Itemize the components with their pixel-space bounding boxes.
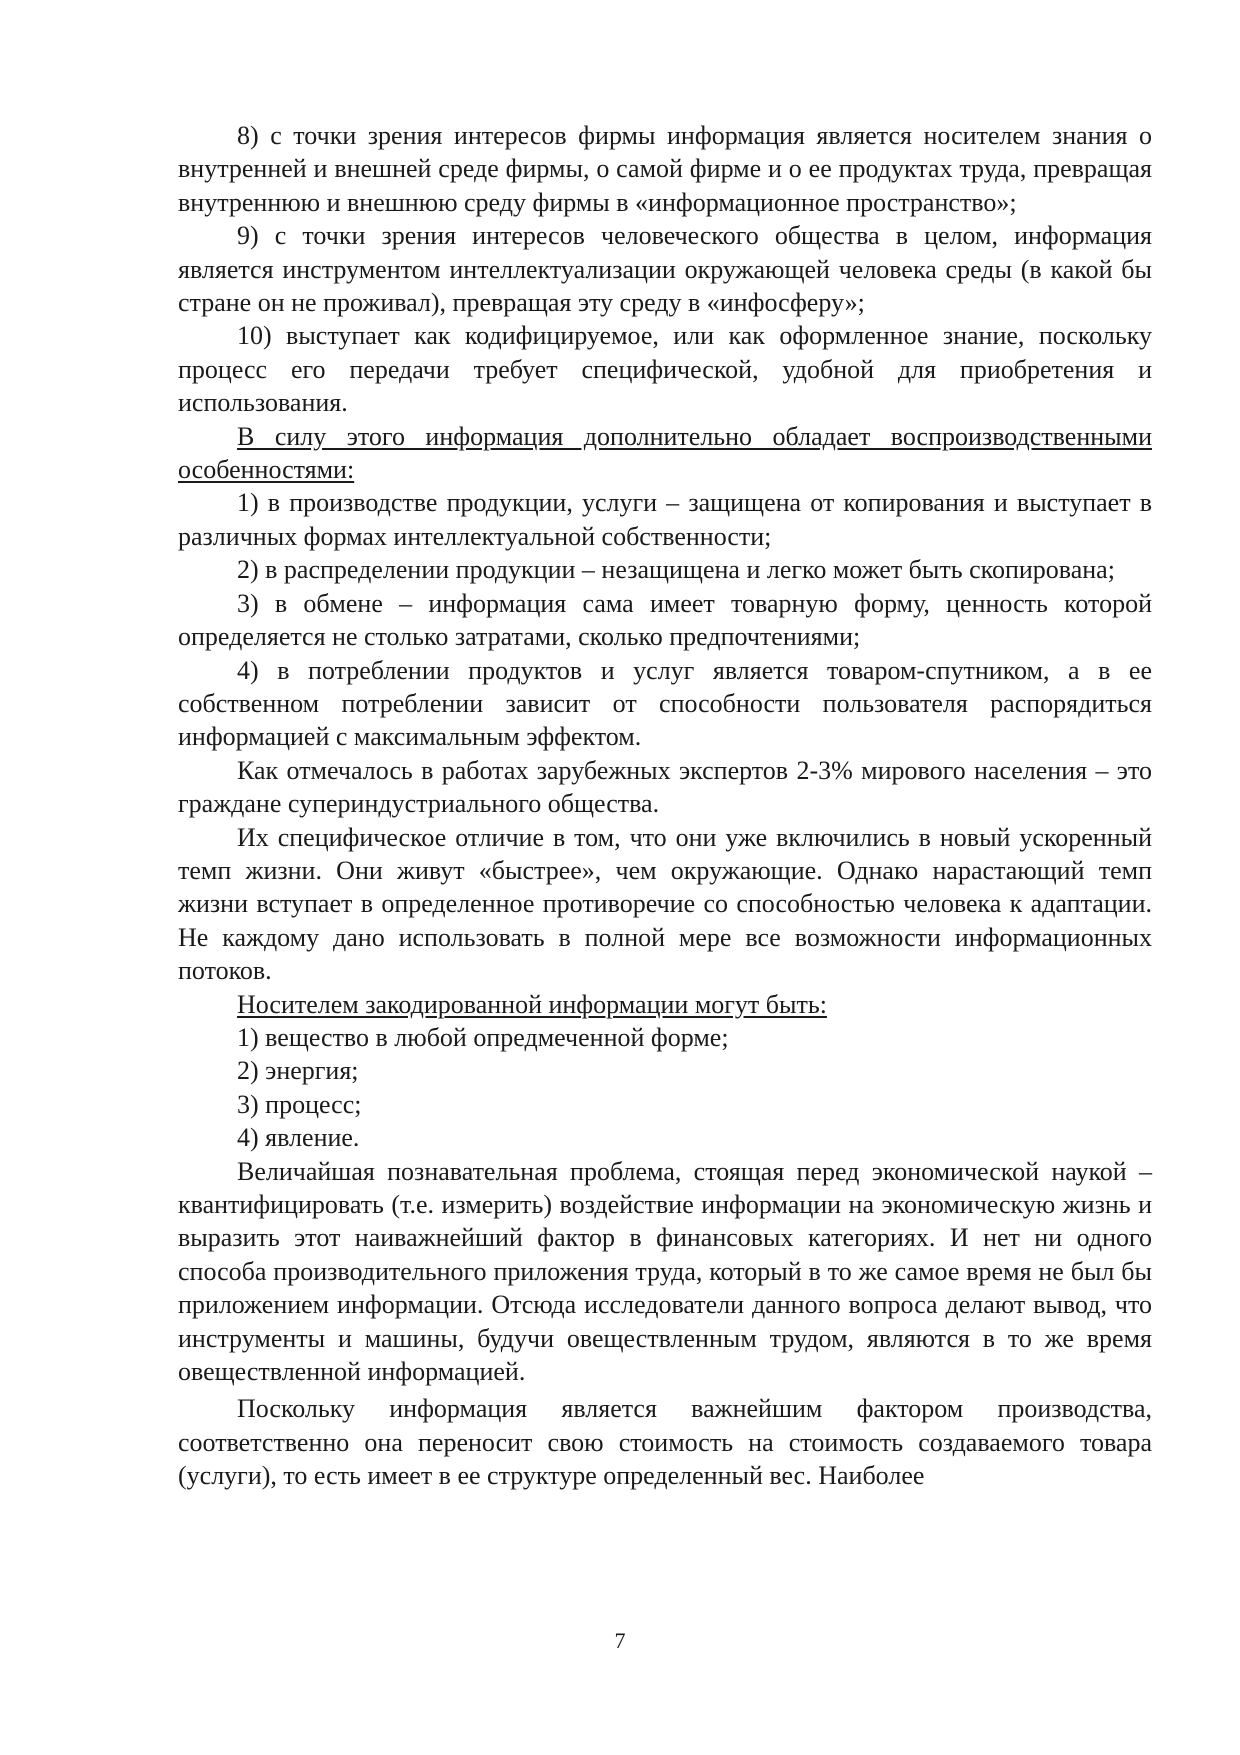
- body-text: [178, 119, 1152, 1493]
- carrier-item-3: 3) процесс;: [237, 1089, 362, 1119]
- paragraph-tempo: Их специфическое отличие в том, что они уже включились в новый ускоренный темп жизни. Они живут «быстрее», чем окружающие. Однако нарастающий темп жизни вступает в определенное противоречие со способностью человека к адаптации. Не каждому дано использовать в полной мере все возможности информационных потоков.: [178, 822, 1152, 986]
- paragraph-feature-1: 1) в производстве продукции, услуги – защищена от копирования и выступает в различных формах интеллектуальной собственности;: [178, 488, 1152, 551]
- carrier-item-4: 4) явление.: [237, 1123, 360, 1153]
- underlined-heading-carriers: Носителем закодированной информации могут быть:: [237, 989, 827, 1019]
- paragraph-feature-2: 2) в распределении продукции – незащищена и легко может быть скопирована;: [237, 555, 1115, 585]
- underlined-heading-reproduction-features: В силу этого информация дополнительно обладает воспроизводственными особенностями:: [178, 421, 1152, 485]
- paragraph-item-10: 10) выступает как кодифицируемое, или как оформленное знание, поскольку процесс его передачи требует специфической, удобной для приобретения и использования.: [178, 321, 1152, 418]
- paragraph-feature-4: 4) в потреблении продуктов и услуг является товаром-спутником, а в ее собственном потреблении зависит от способности пользователя распорядиться информацией с максимальным эффектом.: [178, 655, 1152, 752]
- paragraph-item-8: 8) с точки зрения интересов фирмы информация является носителем знания о внутренней и внешней среде фирмы, о самой фирме и о ее продуктах труда, превращая внутреннюю и внешнюю среду фирмы в «информационное пространство»;: [178, 121, 1152, 217]
- paragraph-experts: Как отмечалось в работах зарубежных экспертов 2-3% мирового населения – это граждане супериндустриального общества.: [178, 755, 1152, 819]
- carrier-item-2: 2) энергия;: [237, 1056, 359, 1086]
- page-number: 7: [614, 1628, 626, 1653]
- paragraph-problem: Величайшая познавательная проблема, стоящая перед экономической наукой – квантифицировать (т.е. измерить) воздействие информации на экономическую жизнь и выразить этот наиважнейший фактор в финансовых категориях. И нет ни одного способа производительного приложения труда, который в то же самое время не был бы приложением информации. Отсюда исследователи данного вопроса делают вывод, что инструменты и машины, будучи овеществленным трудом, являются в то же время овеществленной информацией.: [178, 1156, 1152, 1387]
- paragraph-production-factor: Поскольку информация является важнейшим фактором производства, соответственно она переносит свою стоимость на стоимость создаваемого товара (услуги), то есть имеет в ее структуре определенный вес. Наиболее: [178, 1394, 1152, 1491]
- carrier-item-1: 1) вещество в любой опредмеченной форме;: [237, 1022, 729, 1052]
- paragraph-item-9: 9) с точки зрения интересов человеческого общества в целом, информация является инструментом интеллектуализации окружающей человека среды (в какой бы стране он не проживал), превращая эту среду в «инфосферу»;: [178, 221, 1152, 318]
- paragraph-feature-3: 3) в обмене – информация сама имеет товарную форму, ценность которой определяется не столько затратами, сколько предпочтениями;: [178, 588, 1152, 652]
